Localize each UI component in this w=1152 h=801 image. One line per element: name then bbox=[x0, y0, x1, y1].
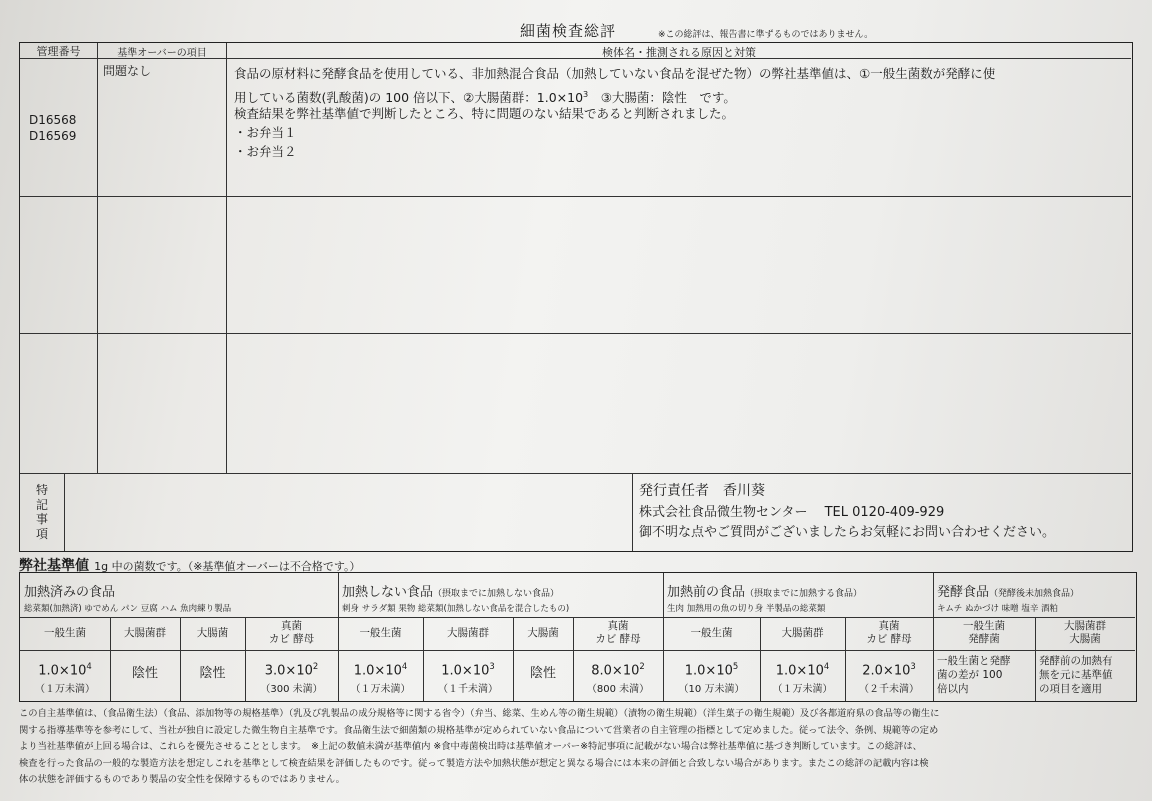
unheated-ecoli-value: 陰性 bbox=[529, 666, 556, 681]
management-id: D16569 bbox=[29, 129, 77, 143]
standards-table bbox=[19, 572, 1137, 702]
heated-coliform-value: 陰性 bbox=[131, 666, 158, 681]
row-divider bbox=[20, 333, 1131, 334]
col-ferment-coliform: 大腸菌群 大腸菌 bbox=[1064, 620, 1106, 645]
col-general: 一般生菌 bbox=[359, 627, 402, 639]
sample-item: ・お弁当１ bbox=[234, 125, 297, 140]
category-examples: 総菜類(加熱済) ゆでめん パン 豆腐 ハム 魚肉練り製品 bbox=[24, 604, 232, 614]
col-fungi: 真菌 カビ 酵母 bbox=[268, 620, 315, 645]
standards-heading: 弊社基準値 1g 中の菌数です。（※基準値オーバーは不合格です。） bbox=[19, 558, 361, 574]
col-coliform-group: 大腸菌群 bbox=[124, 627, 166, 639]
col-ecoli: 大腸菌 bbox=[196, 627, 229, 639]
sample-item: ・お弁当２ bbox=[234, 144, 297, 159]
ferment-general-value: 一般生菌と発酵 菌の差が 100 倍以内 bbox=[937, 655, 1011, 695]
company-contact: 株式会社食品微生物センター TEL 0120-409-929 bbox=[639, 505, 945, 520]
preheat-coliform-value: $1.0\times 10^4$ （１万未満） bbox=[772, 661, 833, 696]
category-examples: 刺身 サラダ類 果物 総菜類(加熱しない食品を混合したもの) bbox=[342, 604, 570, 614]
col-fungi: 真菌 カビ 酵母 bbox=[866, 620, 912, 645]
row-divider bbox=[20, 617, 1135, 618]
col-ferment-general: 一般生菌 発酵菌 bbox=[963, 620, 1005, 645]
column-divider bbox=[632, 473, 633, 551]
footer-disclaimer: この自主基準値は、（食品衛生法）（食品、添加物等の規格基準）（乳及び乳製品の成分規格等に関する省令）（弁当、総菜、生めん等の衛生規範）（漬物の衛生規範）（洋生菓子の衛生規範）及び各都道府県の食品等の衛生に 関する指導基準等を参考にして、当社が独自に設定した微生物自主基準です。食品衛生法で細菌類の規格基準が定められていない食品について営業者の自主管理の指標として定めました。従って法令、条例、規範等の定め より当社基準値が上回る場合は、これらを優先させることとします。 ※上記の数値未満が基準値内 ※食中毒菌検出時は基準値オーバー※特記事項に記載がない場合は弊社基準値に基づき判断しています。この総評は、 検査を行った食品の一般的な製造方法を想定しこれを基準として検査結果を評価したものです。従って製造方法や加熱状態が想定と異なる場合には本来の評価と合致しない場合があります。またこの総評の記載内容は検 体の状態を評価するものであり製品の安全性を保障するものではありません。 bbox=[19, 708, 940, 785]
review-table bbox=[19, 42, 1133, 552]
col-coliform-group: 大腸菌群 bbox=[781, 627, 824, 639]
row-divider bbox=[20, 650, 1135, 651]
col-fungi: 真菌 カビ 酵母 bbox=[595, 620, 641, 645]
column-divider bbox=[226, 43, 227, 473]
ferment-coliform-value: 発酵前の加熱有 無を元に基準値 の項目を適用 bbox=[1039, 655, 1113, 695]
category-heated: 加熱済みの食品 bbox=[24, 585, 116, 600]
col-general: 一般生菌 bbox=[690, 627, 733, 639]
cause-line-2: 用している菌数(乳酸菌)の 100 倍以下、②大腸菌群：$1.0\times 10^3$ ③大腸菌：陰性 です。 bbox=[234, 89, 736, 106]
column-divider bbox=[64, 473, 65, 551]
cause-line-1: 食品の原材料に発酵食品を使用している、非加熱混合食品（加熱していない食品を混ぜた物）の弊社基準値は、①一般生菌数が発酵に使 bbox=[234, 66, 996, 81]
page-title: 細菌検査総評 bbox=[520, 22, 617, 40]
unheated-coliform-value: $1.0\times 10^3$ （１千未満） bbox=[438, 661, 498, 696]
preheat-general-value: $1.0\times 10^5$ （10 万未満） bbox=[678, 661, 745, 696]
category-pre-heat: 加熱前の食品（摂取までに加熱する食品） bbox=[667, 585, 863, 600]
heated-fungi-value: $3.0\times 10^2$ （300 未満） bbox=[260, 661, 323, 696]
col-ecoli: 大腸菌 bbox=[527, 627, 559, 639]
disclaimer-note: ※この総評は、報告書に準ずるものではありません。 bbox=[658, 30, 874, 40]
row-divider bbox=[20, 473, 1131, 474]
category-examples: キムチ ぬかづけ 味噌 塩辛 酒粕 bbox=[937, 604, 1059, 614]
issuer-name: 発行責任者 香川葵 bbox=[639, 483, 765, 499]
col-coliform-group: 大腸菌群 bbox=[447, 627, 489, 639]
heated-ecoli-value: 陰性 bbox=[199, 666, 226, 681]
management-no-header: 管理番号 bbox=[36, 45, 81, 58]
management-id: D16568 bbox=[29, 113, 77, 127]
col-general: 一般生菌 bbox=[44, 627, 86, 639]
remarks-label: 特記事項 bbox=[35, 483, 48, 541]
row-divider bbox=[20, 196, 1131, 197]
unheated-general-value: $1.0\times 10^4$ （１万未満） bbox=[350, 661, 411, 696]
cause-line-3: 検査結果を弊社基準値で判断したところ、特に問題のない結果であると判断されました。 bbox=[234, 106, 735, 121]
column-divider bbox=[97, 43, 98, 473]
inquiry-note: 御不明な点やご質問がございましたらお気軽にお問い合わせください。 bbox=[639, 525, 1056, 540]
category-examples: 生肉 加熱用の魚の切り身 半製品の総菜類 bbox=[667, 604, 826, 614]
heated-general-value: $1.0\times 10^4$ （１万未満） bbox=[35, 661, 95, 696]
cause-header: 検体名・推測される原因と対策 bbox=[602, 46, 756, 59]
over-item-header: 基準オーバーの項目 bbox=[117, 48, 207, 59]
category-unheated: 加熱しない食品（摂取までに加熱しない食品） bbox=[342, 585, 560, 600]
unheated-fungi-value: $8.0\times 10^2$ （800 未満） bbox=[586, 661, 650, 696]
preheat-fungi-value: $2.0\times 10^3$ （２千未満） bbox=[859, 661, 919, 696]
over-item-value: 問題なし bbox=[103, 64, 152, 78]
category-fermented: 発酵食品（発酵後未加熱食品） bbox=[937, 585, 1080, 600]
